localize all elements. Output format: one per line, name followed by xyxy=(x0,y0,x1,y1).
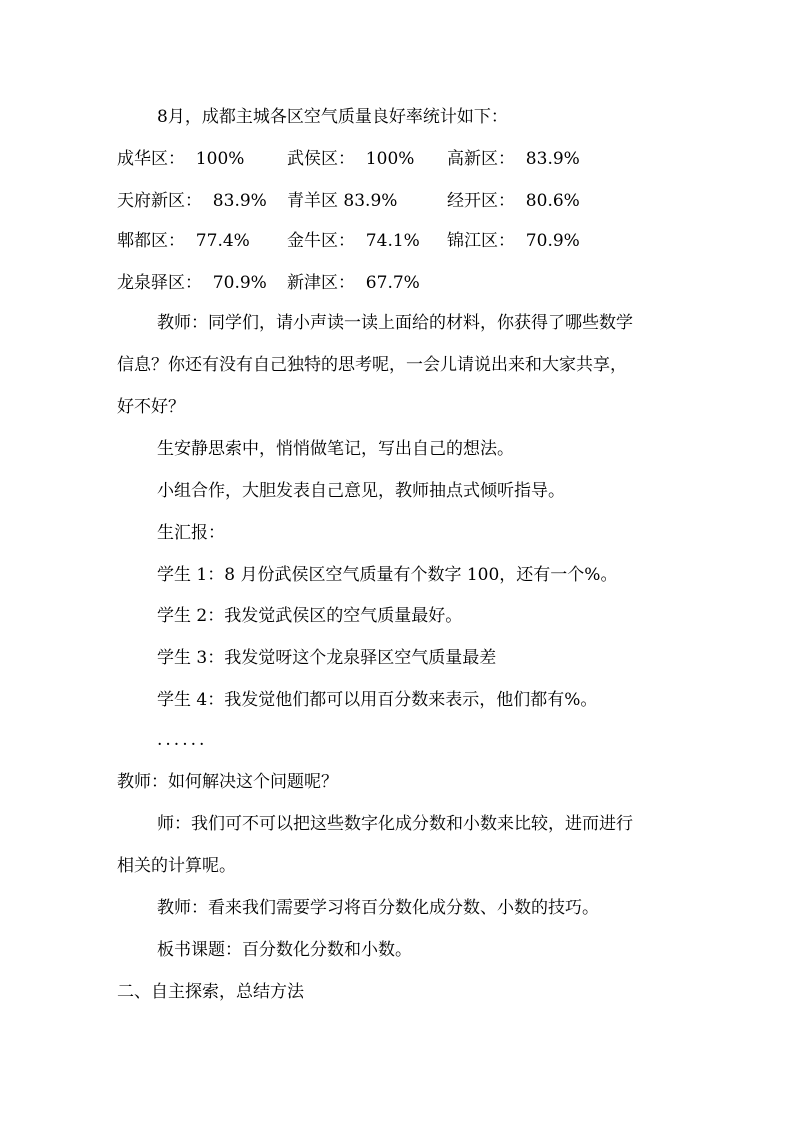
district-stat: 武侯区： 100% xyxy=(287,149,415,169)
intro-line: 8月，成都主城各区空气质量良好率统计如下： xyxy=(157,107,508,127)
teacher-paragraph-line: 信息？你还有没有自己独特的思考呢，一会儿请说出来和大家共享， xyxy=(117,355,627,375)
district-stat: 青羊区 83.9% xyxy=(287,191,398,211)
student-answer: 学生 3：我发觉呀这个龙泉驿区空气质量最差 xyxy=(157,648,497,668)
district-stat: 金牛区： 74.1% xyxy=(287,231,420,251)
teacher-paragraph-line: 师：我们可不可以把这些数字化成分数和小数来比较，进而进行 xyxy=(157,814,633,834)
student-answer: 学生 1：8 月份武侯区空气质量有个数字 100，还有一个%。 xyxy=(157,565,618,585)
teacher-paragraph-line: 教师：同学们，请小声读一读上面给的材料，你获得了哪些数学 xyxy=(157,313,633,333)
district-stat: 高新区： 83.9% xyxy=(447,149,580,169)
district-stat: 新津区： 67.7% xyxy=(287,273,420,293)
district-stat: 龙泉驿区： 70.9% xyxy=(117,273,267,293)
district-stat: 经开区： 80.6% xyxy=(447,191,580,211)
board-title: 板书课题：百分数化分数和小数。 xyxy=(157,940,412,960)
district-stat: 天府新区： 83.9% xyxy=(117,191,267,211)
students-think-paragraph: 生安静思索中，悄悄做笔记，写出自己的想法。 xyxy=(157,439,514,459)
student-answer: 学生 2：我发觉武侯区的空气质量最好。 xyxy=(157,606,463,626)
student-answer: 学生 4：我发觉他们都可以用百分数来表示，他们都有%。 xyxy=(157,690,598,710)
district-stat: 成华区： 100% xyxy=(117,149,245,169)
ellipsis: ...... xyxy=(157,730,208,750)
group-work-paragraph: 小组合作，大胆发表自己意见，教师抽点式倾听指导。 xyxy=(157,481,565,501)
teacher-question: 教师：如何解决这个问题呢？ xyxy=(117,772,338,792)
teacher-paragraph-line: 教师：看来我们需要学习将百分数化成分数、小数的技巧。 xyxy=(157,898,599,918)
teacher-paragraph-line: 好不好？ xyxy=(117,397,185,417)
district-stat: 锦江区： 70.9% xyxy=(447,231,580,251)
section-heading: 二、自主探索，总结方法 xyxy=(117,982,304,1002)
teacher-paragraph-line: 相关的计算呢。 xyxy=(117,856,236,876)
district-stat: 郫都区： 77.4% xyxy=(117,231,250,251)
report-heading: 生汇报： xyxy=(157,523,225,543)
